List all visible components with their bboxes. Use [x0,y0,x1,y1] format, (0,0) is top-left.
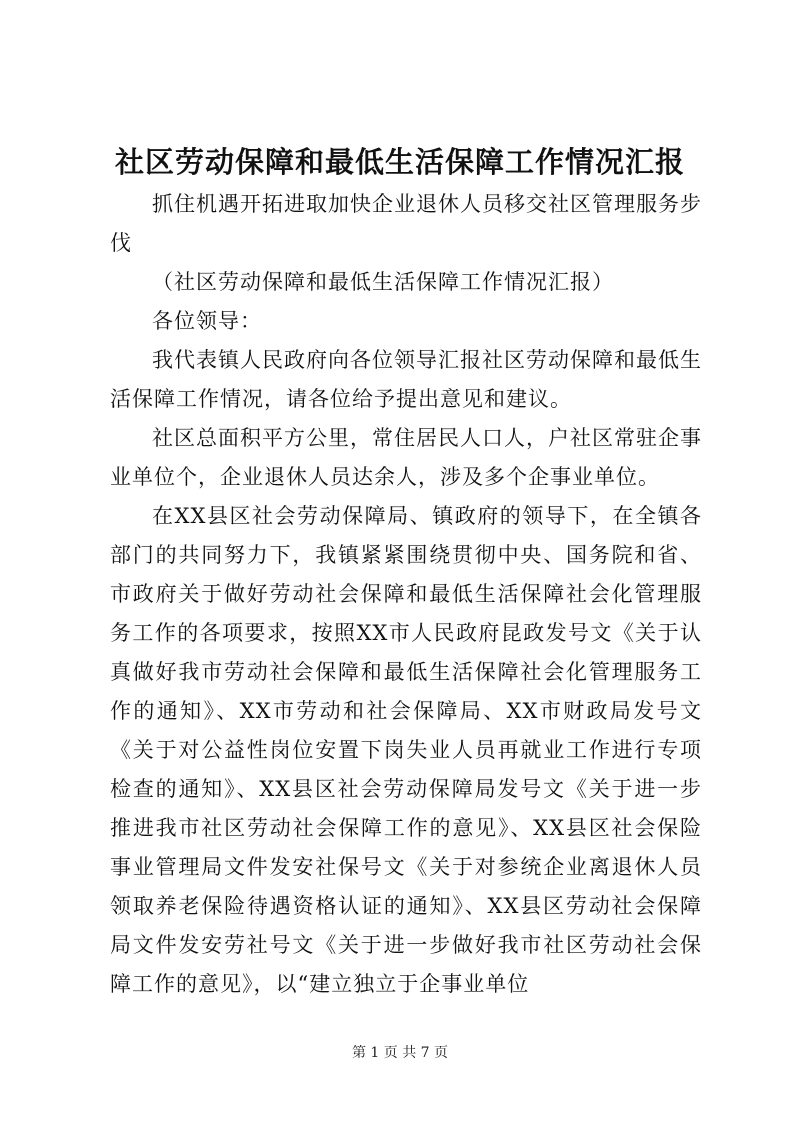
page-footer: 第 1 页 共 7 页 [351,1045,449,1061]
salutation-paragraph: 各位领导： [152,309,262,333]
subtitle-paragraph: 抓住机遇开拓进取加快企业退休人员移交社区管理服务步伐 [110,192,702,255]
document-title: 社区劳动保障和最低生活保障工作情况汇报 [114,145,685,179]
report-name-paragraph: （社区劳动保障和最低生活保障工作情况汇报） [152,270,614,294]
community-overview-paragraph: 社区总面积平方公里，常住居民人口人，户社区常驻企事业单位个，企业退休人员达余人，涉及多个企事业单位。 [110,426,702,489]
policy-paragraph: 在XX县区社会劳动保障局、镇政府的领导下，在全镇各部门的共同努力下，我镇紧紧围绕贯彻中央、国务院和省、市政府关于做好劳动社会保障和最低生活保障社会化管理服务工作的各项要求，按照XX市人民政府昆政发号文《关于认真做好我市劳动社会保障和最低生活保障社会化管理服务工作的通知》、XX市劳动和社会保障局、XX市财政局发号文《关于对公益性岗位安置下岗失业人员再就业工作进行专项检查的通知》、XX县区社会劳动保障局发号文《关于进一步推进我市社区劳动社会保障工作的意见》、XX县区社会保险事业管理局文件发安社保号文《关于对参统企业离退休人员领取养老保险待遇资格认证的通知》、XX县区劳动社会保障局文件发安劳社号文《关于进一步做好我市社区劳动社会保障工作的意见》，以“建立独立于企事业单位 [110,504,702,996]
intro-paragraph: 我代表镇人民政府向各位领导汇报社区劳动保障和最低生活保障工作情况，请各位给予提出意见和建议。 [110,348,702,411]
document-body [110,185,702,1004]
